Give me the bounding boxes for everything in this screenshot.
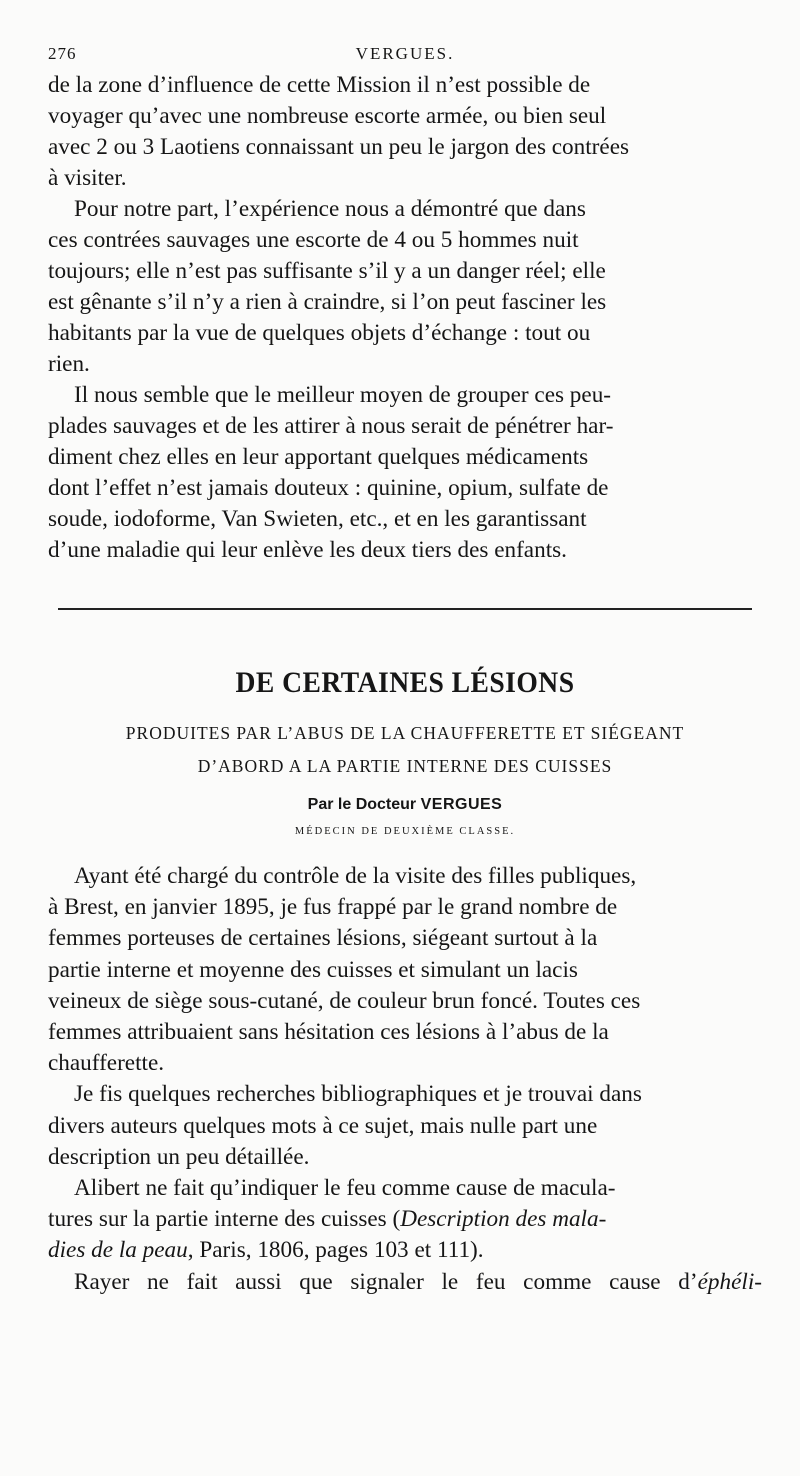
paragraph: de la zone d’influence de cette Mission il n’est possible de voyager qu’avec une nombreuse escorte armée, ou bien seul avec 2 ou 3 Laotiens connaissant un peu le jargon des contrées à visiter. [48, 72, 630, 191]
running-head [48, 36, 762, 70]
paragraph: Rayer ne fait aussi que signaler le feu comme cause d’éphéli- [74, 1268, 762, 1295]
paragraph: Alibert ne fait qu’indiquer le feu comme cause de macula- tures sur la partie interne des cuisses (Description des mala- dies de la peau, Paris, 1806, pages 103 et 111). [48, 1175, 616, 1264]
paragraph: Ayant été chargé du contrôle de la visite des filles publiques, à Brest, en janvier 1895, je fus frappé par le grand nombre de femmes porteuses de certaines lésions, siégeant surtout à la partie interne et moyenne des cuisses et simulant un lacis veineux de siège sous-cutané, de couleur brun foncé. Toutes ces femmes attribuaient sans hésitation ces lésions à l’abus de la chaufferette. [48, 863, 641, 1077]
section-divider [58, 608, 752, 610]
citation-title: Description des mala- [400, 1206, 607, 1233]
byline-author: VERGUES [420, 796, 503, 813]
article-body [48, 861, 762, 1298]
byline [48, 796, 762, 814]
section-previous-article [48, 70, 762, 566]
citation-title: dies de la peau [48, 1237, 188, 1264]
article-heading [48, 666, 762, 837]
paragraph: Pour notre part, l’expérience nous a démontré que dans ces contrées sauvages une escorte de 4 ou 5 hommes nuit toujours; elle n’est pas suffisante s’il y a un danger réel; elle est gênante s’il n’y a rien à craindre, si l’on peut fasciner les habitants par la vue de quelques objets d’échange : tout ou rien. [48, 196, 607, 377]
page-number: 276 [48, 44, 77, 63]
page [48, 36, 762, 1298]
article-subtitle-line: D’ABORD A LA PARTIE INTERNE DES CUISSES [197, 756, 613, 776]
article-subtitle-line: PRODUITES PAR L’ABUS DE LA CHAUFFERETTE ET SIÉGEANT [125, 723, 685, 743]
author-degree: MÉDECIN DE DEUXIÈME CLASSE. [294, 826, 516, 837]
running-title: VERGUES. [355, 44, 455, 63]
article-title: DE CERTAINES LÉSIONS [235, 666, 575, 699]
byline-prefix: Par le Docteur [307, 796, 417, 813]
paragraph: Il nous semble que le meilleur moyen de grouper ces peu- plades sauvages et de les attirer à nous serait de pénétrer har- diment chez elles en leur apportant quelques médicaments dont l’effet n’est jamais douteux : quinine, opium, sulfate de soude, iodoforme, Van Swieten, etc., et en les garantissant d’une maladie qui leur enlève les deux tiers des enfants. [48, 382, 614, 563]
paragraph: Je fis quelques recherches bibliographiques et je trouvai dans divers auteurs quelques mots à ce sujet, mais nulle part une description un peu détaillée. [48, 1081, 642, 1170]
